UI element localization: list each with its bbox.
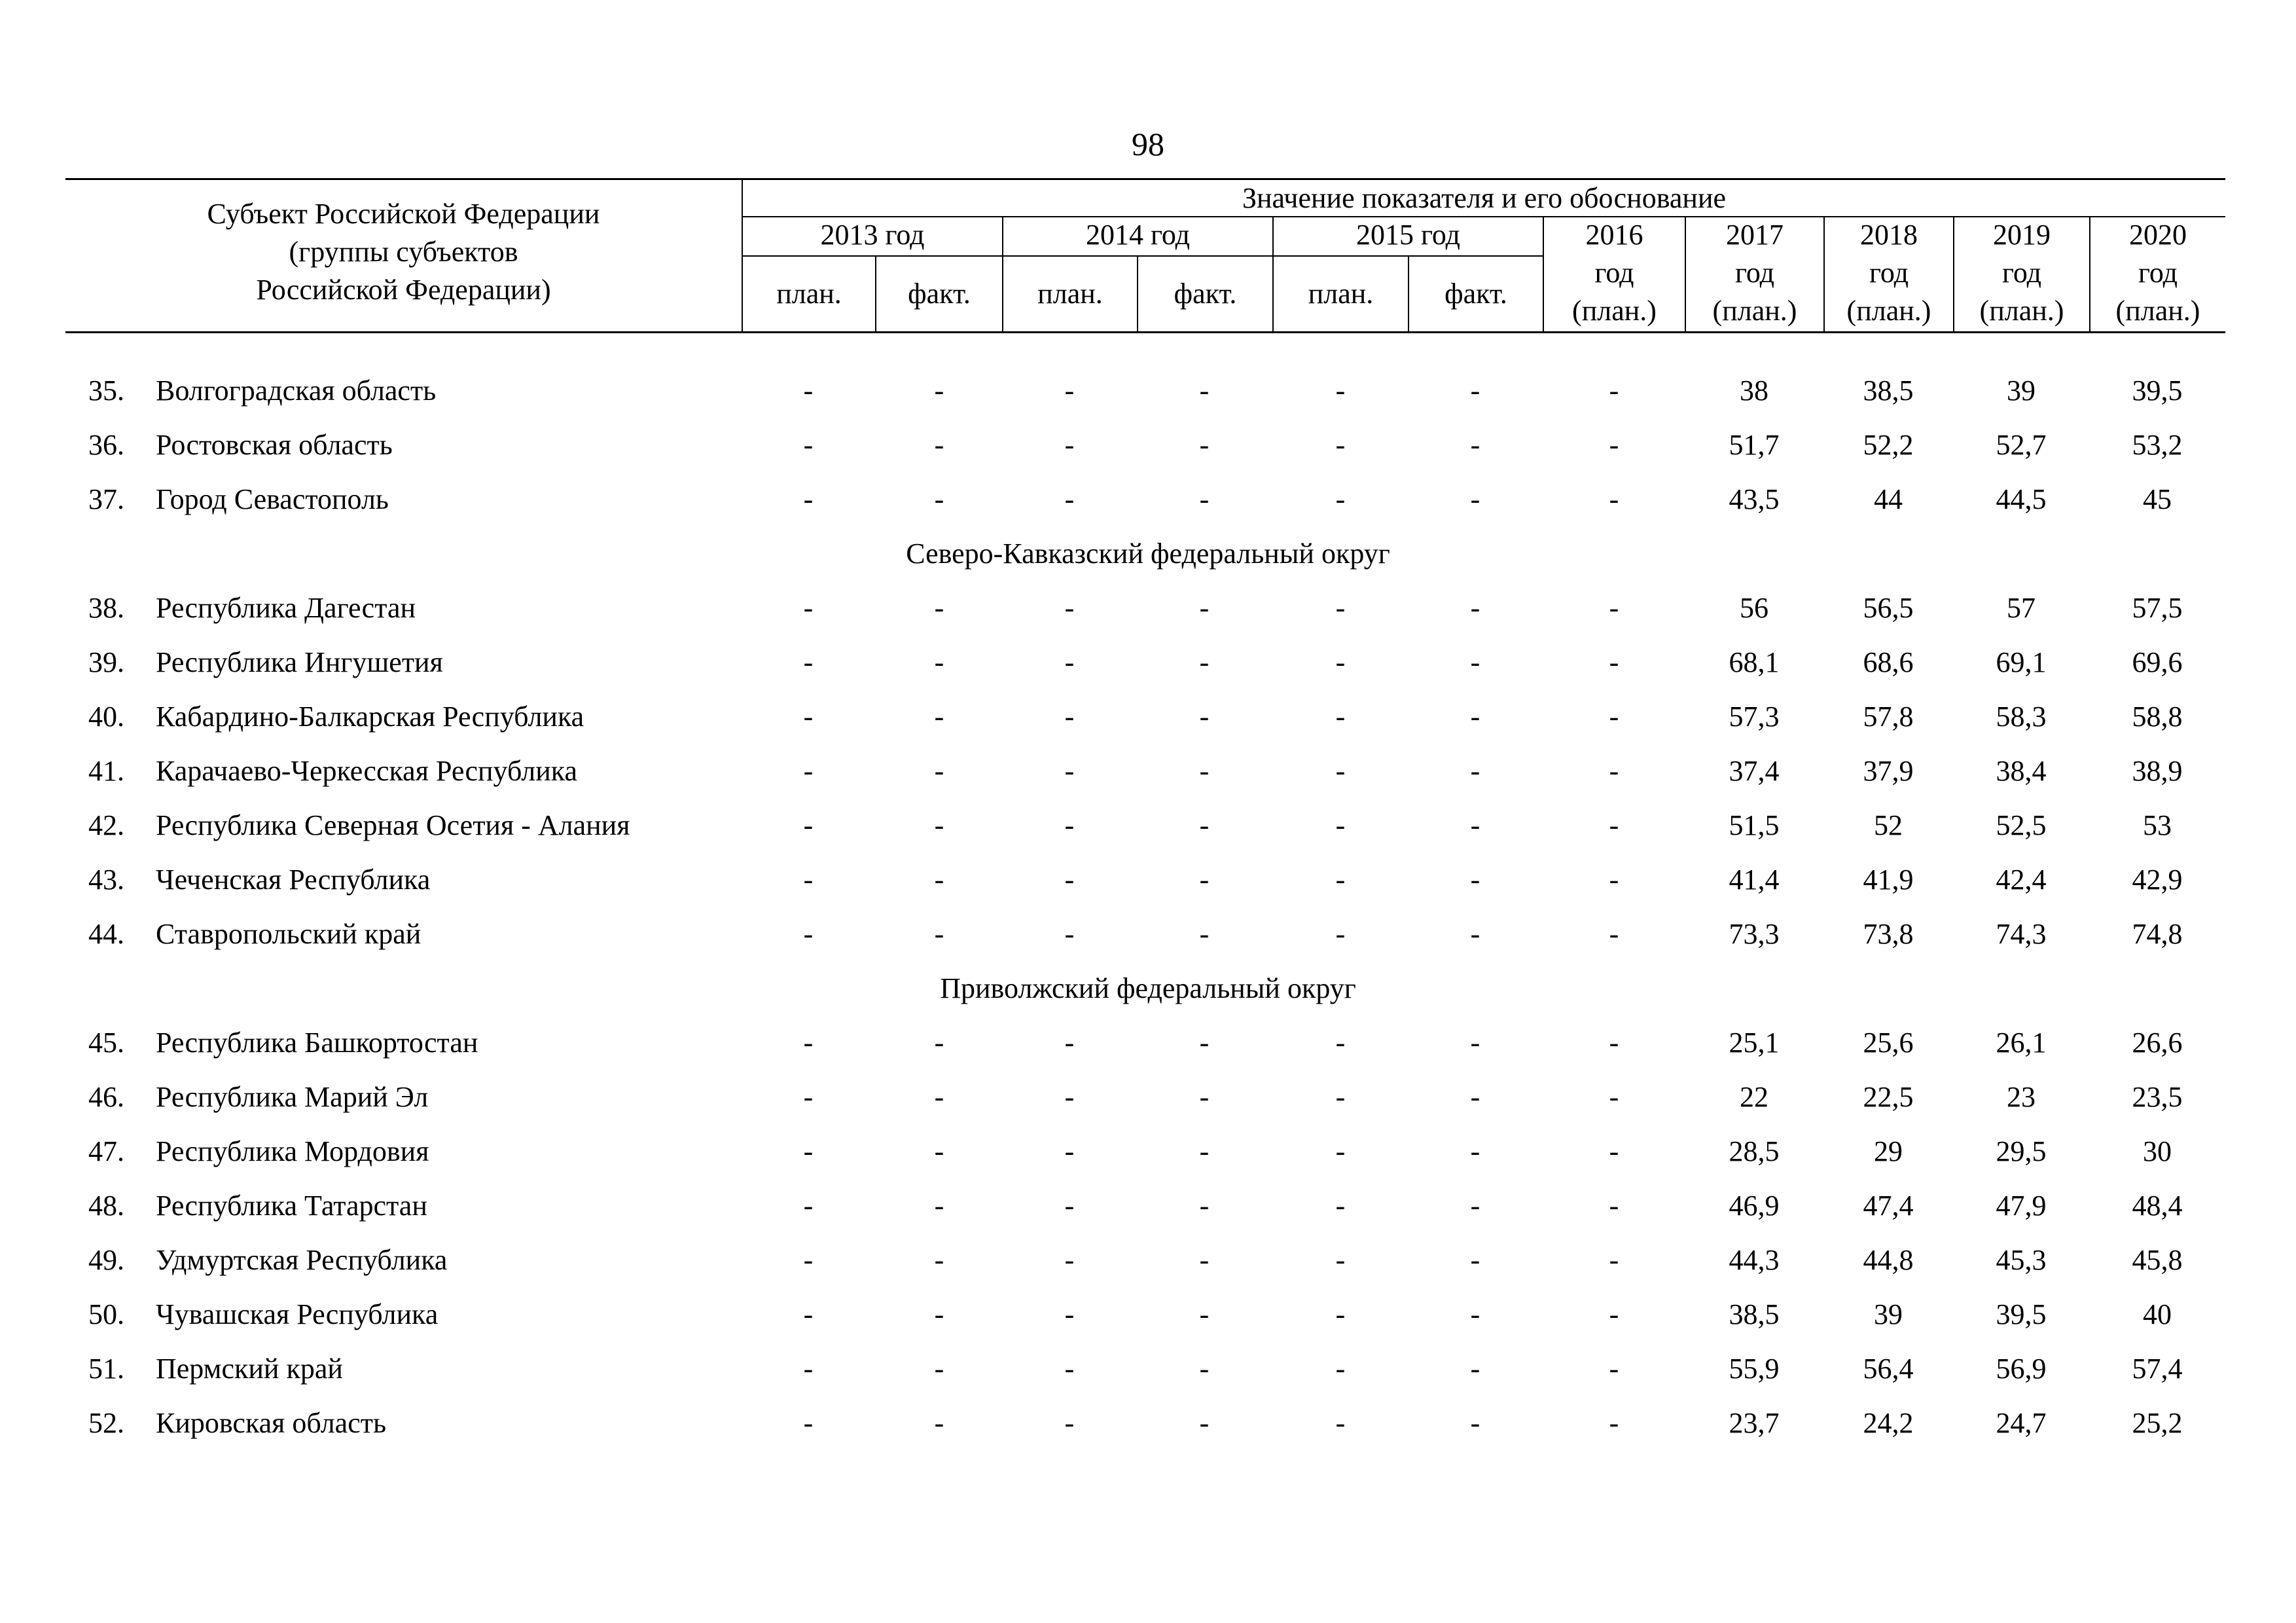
value-cell: 30 — [2143, 1135, 2172, 1167]
row-number: 35. — [88, 374, 124, 407]
section-heading: Северо-Кавказский федеральный округ — [906, 538, 1390, 570]
table-row — [0, 1341, 2296, 1396]
header-top-rule — [65, 178, 2225, 180]
value-cell: - — [1470, 809, 1480, 841]
value-cell: - — [1335, 1190, 1346, 1222]
value-cell: - — [934, 1135, 944, 1167]
subject-name: Кабардино-Балкарская Республика — [156, 701, 584, 733]
value-cell: 25,2 — [2132, 1407, 2183, 1439]
table-row — [0, 689, 2296, 744]
value-cell: - — [1609, 701, 1619, 733]
value-cell: 23,5 — [2132, 1081, 2183, 1113]
value-cell: 69,6 — [2132, 646, 2183, 678]
header-years-rule — [742, 216, 2225, 217]
table-row — [0, 472, 2296, 526]
value-cell: 56 — [1740, 592, 1768, 624]
value-cell: 44 — [1874, 483, 1903, 515]
value-cell: - — [803, 1407, 814, 1439]
value-cell: 38 — [1740, 374, 1768, 407]
value-cell: - — [803, 809, 814, 841]
table-row — [0, 798, 2296, 852]
table-row — [0, 363, 2296, 418]
year-2019-year: 2019 — [1993, 219, 2051, 251]
value-cell: 57,3 — [1729, 701, 1780, 733]
value-cell: - — [1199, 1407, 1210, 1439]
row-number: 45. — [88, 1027, 124, 1059]
value-cell: - — [1470, 483, 1480, 515]
value-cell: 23,7 — [1729, 1407, 1780, 1439]
value-cell: - — [1064, 755, 1075, 787]
value-cell: - — [1199, 1135, 1210, 1167]
value-cell: 29 — [1874, 1135, 1903, 1167]
value-cell: - — [1470, 1027, 1480, 1059]
value-cell: - — [1470, 1407, 1480, 1439]
value-cell: 25,1 — [1729, 1027, 1780, 1059]
subject-name: Ростовская область — [156, 429, 393, 461]
value-cell: - — [934, 918, 944, 950]
value-cell: - — [934, 646, 944, 678]
value-cell: - — [1335, 1298, 1346, 1330]
value-cell: 57,5 — [2132, 592, 2183, 624]
value-cell: - — [1470, 374, 1480, 407]
value-cell: 23 — [2007, 1081, 2036, 1113]
value-cell: 55,9 — [1729, 1353, 1780, 1385]
value-cell: 51,5 — [1729, 809, 1780, 841]
value-cell: - — [1335, 1081, 1346, 1113]
value-cell: - — [1609, 864, 1619, 896]
subject-header-line-1: Субъект Российской Федерации — [207, 198, 600, 230]
value-cell: - — [1199, 809, 1210, 841]
year-2016-kind: (план.) — [1572, 295, 1657, 327]
year-2019-kind: (план.) — [1979, 295, 2064, 327]
value-cell: - — [1064, 646, 1075, 678]
table-row — [0, 1287, 2296, 1341]
value-cell: - — [1064, 1027, 1075, 1059]
row-number: 38. — [88, 592, 124, 624]
value-cell: 58,3 — [1996, 701, 2047, 733]
value-cell: 68,1 — [1729, 646, 1780, 678]
value-cell: - — [1335, 1407, 1346, 1439]
value-cell: - — [934, 429, 944, 461]
value-cell: - — [1064, 1407, 1075, 1439]
value-cell: 37,4 — [1729, 755, 1780, 787]
year-2013-header: 2013 год — [820, 219, 925, 251]
value-cell: - — [1064, 374, 1075, 407]
value-cell: - — [934, 1081, 944, 1113]
value-cell: 38,5 — [1863, 374, 1914, 407]
value-cell: - — [1335, 809, 1346, 841]
value-cell: 39,5 — [2132, 374, 2183, 407]
plan-2013-header: план. — [776, 278, 842, 310]
year-2017-year: 2017 — [1726, 219, 1784, 251]
value-cell: - — [934, 809, 944, 841]
value-cell: 57,4 — [2132, 1353, 2183, 1385]
value-cell: 56,9 — [1996, 1353, 2047, 1385]
value-cell: - — [1064, 592, 1075, 624]
value-cell: - — [1335, 592, 1346, 624]
value-cell: - — [1064, 1353, 1075, 1385]
table-row — [0, 581, 2296, 635]
value-cell: 44,3 — [1729, 1244, 1780, 1276]
year-2017-kind: (план.) — [1712, 295, 1797, 327]
table-row — [0, 1015, 2296, 1070]
value-cell: - — [934, 1298, 944, 1330]
value-cell: - — [1064, 809, 1075, 841]
subject-name: Кировская область — [156, 1407, 387, 1439]
value-cell: - — [1470, 918, 1480, 950]
table-row — [0, 744, 2296, 798]
value-cell: 47,4 — [1863, 1190, 1914, 1222]
value-cell: - — [1199, 1298, 1210, 1330]
row-number: 43. — [88, 864, 124, 896]
row-number: 36. — [88, 429, 124, 461]
value-cell: - — [1064, 701, 1075, 733]
value-cell: - — [934, 1190, 944, 1222]
year-2016-year: 2016 — [1585, 219, 1643, 251]
value-cell: 52 — [1874, 809, 1903, 841]
value-cell: - — [1335, 374, 1346, 407]
value-cell: - — [803, 1353, 814, 1385]
value-cell: - — [1470, 1081, 1480, 1113]
row-number: 47. — [88, 1135, 124, 1167]
value-cell: - — [1470, 592, 1480, 624]
value-cell: - — [1609, 592, 1619, 624]
year-2014-header: 2014 год — [1085, 219, 1191, 251]
row-number: 49. — [88, 1244, 124, 1276]
value-cell: - — [803, 1027, 814, 1059]
plan-2015-header: план. — [1308, 278, 1374, 310]
value-cell: - — [1335, 701, 1346, 733]
subject-name: Пермский край — [156, 1353, 343, 1385]
table-row — [0, 1396, 2296, 1450]
value-cell: - — [1064, 483, 1075, 515]
value-cell: - — [803, 429, 814, 461]
value-cell: 52,2 — [1863, 429, 1914, 461]
value-cell: - — [934, 755, 944, 787]
value-cell: 68,6 — [1863, 646, 1914, 678]
value-cell: - — [934, 1353, 944, 1385]
value-cell: 42,4 — [1996, 864, 2047, 896]
year-2018-year: 2018 — [1860, 219, 1918, 251]
value-cell: 38,4 — [1996, 755, 2047, 787]
subject-name: Республика Марий Эл — [156, 1081, 429, 1113]
year-2020-kind: (план.) — [2115, 295, 2200, 327]
value-cell: 41,9 — [1863, 864, 1914, 896]
row-number: 40. — [88, 701, 124, 733]
value-cell: - — [803, 1298, 814, 1330]
table-row — [0, 1124, 2296, 1178]
value-cell: 51,7 — [1729, 429, 1780, 461]
value-cell: - — [1064, 1298, 1075, 1330]
value-cell: 42,9 — [2132, 864, 2183, 896]
value-cell: 24,7 — [1996, 1407, 2047, 1439]
value-cell: - — [1199, 755, 1210, 787]
value-cell: 38,9 — [2132, 755, 2183, 787]
value-cell: - — [803, 918, 814, 950]
value-cell: 74,8 — [2132, 918, 2183, 950]
value-cell: - — [1609, 1298, 1619, 1330]
plan-2014-header: план. — [1037, 278, 1103, 310]
value-cell: - — [1064, 1081, 1075, 1113]
value-cell: 69,1 — [1996, 646, 2047, 678]
value-cell: - — [1199, 429, 1210, 461]
value-cell: - — [1609, 918, 1619, 950]
value-cell: - — [1335, 646, 1346, 678]
value-cell: - — [1470, 1298, 1480, 1330]
value-cell: - — [803, 1081, 814, 1113]
value-cell: - — [803, 483, 814, 515]
value-cell: - — [1335, 1135, 1346, 1167]
header-subyears-rule — [742, 255, 1543, 257]
row-number: 52. — [88, 1407, 124, 1439]
value-cell: - — [1470, 1190, 1480, 1222]
value-cell: - — [1199, 864, 1210, 896]
value-cell: 37,9 — [1863, 755, 1914, 787]
value-cell: 52,5 — [1996, 809, 2047, 841]
table-row — [0, 418, 2296, 472]
value-cell: - — [934, 1244, 944, 1276]
value-cell: 38,5 — [1729, 1298, 1780, 1330]
value-cell: 39,5 — [1996, 1298, 2047, 1330]
value-cell: - — [1199, 918, 1210, 950]
header-bottom-rule — [65, 331, 2225, 333]
value-cell: 46,9 — [1729, 1190, 1780, 1222]
value-cell: 25,6 — [1863, 1027, 1914, 1059]
value-cell: - — [1064, 918, 1075, 950]
value-cell: 39 — [1874, 1298, 1903, 1330]
year-2019-word: год — [2001, 257, 2042, 289]
value-cell: 39 — [2007, 374, 2036, 407]
fact-2015-header: факт. — [1444, 278, 1507, 310]
subject-name: Республика Татарстан — [156, 1190, 427, 1222]
row-number: 51. — [88, 1353, 124, 1385]
value-cell: - — [1609, 755, 1619, 787]
value-cell: 45,3 — [1996, 1244, 2047, 1276]
subject-name: Карачаево-Черкесская Республика — [156, 755, 577, 787]
value-cell: - — [1199, 1190, 1210, 1222]
value-cell: 44,8 — [1863, 1244, 1914, 1276]
value-cell: - — [1470, 429, 1480, 461]
value-cell: - — [1199, 1027, 1210, 1059]
section-heading: Приволжский федеральный округ — [940, 972, 1356, 1004]
value-cell: - — [1199, 483, 1210, 515]
year-2020-word: год — [2138, 257, 2178, 289]
subject-name: Чеченская Республика — [156, 864, 431, 896]
value-cell: - — [803, 701, 814, 733]
table-row — [0, 635, 2296, 689]
value-cell: - — [1335, 918, 1346, 950]
year-2020-year: 2020 — [2129, 219, 2187, 251]
value-cell: 73,8 — [1863, 918, 1914, 950]
value-cell: - — [1470, 1353, 1480, 1385]
value-cell: - — [1335, 1244, 1346, 1276]
fact-2014-header: факт. — [1174, 278, 1237, 310]
value-cell: - — [1199, 1244, 1210, 1276]
subject-header-line-3: Российской Федерации) — [256, 274, 551, 306]
value-cell: 53,2 — [2132, 429, 2183, 461]
subject-name: Ставропольский край — [156, 918, 422, 950]
value-cell: - — [1470, 701, 1480, 733]
value-cell: - — [934, 864, 944, 896]
value-cell: - — [1199, 592, 1210, 624]
value-cell: - — [934, 483, 944, 515]
value-cell: 45 — [2143, 483, 2172, 515]
value-cell: - — [1609, 1027, 1619, 1059]
value-cell: 48,4 — [2132, 1190, 2183, 1222]
value-cell: - — [934, 701, 944, 733]
value-cell: - — [1335, 1027, 1346, 1059]
subject-name: Город Севастополь — [156, 483, 389, 515]
page-number: 98 — [1132, 126, 1164, 162]
table-body — [0, 363, 2296, 1450]
row-number: 41. — [88, 755, 124, 787]
subject-name: Удмуртская Республика — [156, 1244, 448, 1276]
value-cell: 40 — [2143, 1298, 2172, 1330]
value-cell: - — [1199, 646, 1210, 678]
value-cell: 56,5 — [1863, 592, 1914, 624]
value-cell: - — [1609, 1135, 1619, 1167]
value-cell: - — [803, 755, 814, 787]
value-cell: - — [1335, 429, 1346, 461]
year-2015-header: 2015 год — [1355, 219, 1461, 251]
value-cell: - — [1470, 864, 1480, 896]
value-cell: - — [803, 864, 814, 896]
value-cell: - — [803, 1244, 814, 1276]
row-number: 39. — [88, 646, 124, 678]
value-cell: 74,3 — [1996, 918, 2047, 950]
subject-header-line-2: (группы субъектов — [289, 236, 518, 268]
value-cell: - — [934, 592, 944, 624]
row-number: 46. — [88, 1081, 124, 1113]
value-cell: - — [1064, 864, 1075, 896]
value-cell: - — [1335, 1353, 1346, 1385]
value-cell: - — [1609, 374, 1619, 407]
subject-name: Республика Башкортостан — [156, 1027, 478, 1059]
subject-name: Чувашская Республика — [156, 1298, 439, 1330]
subject-name: Республика Дагестан — [156, 592, 416, 624]
value-cell: 73,3 — [1729, 918, 1780, 950]
value-cell: - — [1335, 864, 1346, 896]
subject-name: Волгоградская область — [156, 374, 437, 407]
value-cell: - — [803, 374, 814, 407]
year-2018-word: год — [1869, 257, 1909, 289]
value-cell: - — [1609, 1353, 1619, 1385]
value-cell: 52,7 — [1996, 429, 2047, 461]
row-number: 42. — [88, 809, 124, 841]
value-cell: - — [1470, 646, 1480, 678]
value-cell: 58,8 — [2132, 701, 2183, 733]
value-cell: - — [1199, 1353, 1210, 1385]
fact-2013-header: факт. — [908, 278, 971, 310]
row-number: 48. — [88, 1190, 124, 1222]
value-cell: - — [1609, 429, 1619, 461]
value-cell: - — [1064, 1135, 1075, 1167]
value-cell: - — [803, 592, 814, 624]
value-cell: - — [803, 1135, 814, 1167]
value-cell: - — [1064, 1244, 1075, 1276]
year-2017-word: год — [1734, 257, 1775, 289]
value-cell: - — [1199, 701, 1210, 733]
value-cell: 57 — [2007, 592, 2036, 624]
value-cell: 45,8 — [2132, 1244, 2183, 1276]
subject-name: Республика Ингушетия — [156, 646, 443, 678]
value-cell: 47,9 — [1996, 1190, 2047, 1222]
table-row — [0, 1070, 2296, 1124]
value-cell: 28,5 — [1729, 1135, 1780, 1167]
row-number: 37. — [88, 483, 124, 515]
value-cell: - — [1609, 1190, 1619, 1222]
value-cell: 44,5 — [1996, 483, 2047, 515]
value-cell: 22 — [1740, 1081, 1768, 1113]
value-cell: - — [1470, 755, 1480, 787]
value-cell: 24,2 — [1863, 1407, 1914, 1439]
value-cell: - — [1335, 483, 1346, 515]
value-cell: - — [1199, 1081, 1210, 1113]
value-cell: - — [1609, 1081, 1619, 1113]
value-cell: - — [934, 1027, 944, 1059]
value-cell: 26,6 — [2132, 1027, 2183, 1059]
value-cell: - — [1609, 1244, 1619, 1276]
subject-name: Республика Мордовия — [156, 1135, 429, 1167]
table-row — [0, 907, 2296, 961]
value-cell: - — [1609, 1407, 1619, 1439]
value-cell: 22,5 — [1863, 1081, 1914, 1113]
year-2016-word: год — [1594, 257, 1634, 289]
value-cell: 43,5 — [1729, 483, 1780, 515]
row-number: 44. — [88, 918, 124, 950]
value-cell: - — [1199, 374, 1210, 407]
table-row — [0, 1233, 2296, 1287]
value-cell: - — [1335, 755, 1346, 787]
subject-name: Республика Северная Осетия - Алания — [156, 809, 630, 841]
table-row — [0, 1178, 2296, 1233]
value-cell: - — [1609, 809, 1619, 841]
row-number: 50. — [88, 1298, 124, 1330]
value-cell: - — [803, 1190, 814, 1222]
value-cell: - — [1064, 1190, 1075, 1222]
value-title: Значение показателя и его обоснование — [1242, 182, 1727, 214]
value-cell: 56,4 — [1863, 1353, 1914, 1385]
value-cell: - — [1470, 1135, 1480, 1167]
value-cell: - — [934, 374, 944, 407]
value-cell: 41,4 — [1729, 864, 1780, 896]
value-cell: 53 — [2143, 809, 2172, 841]
year-2018-kind: (план.) — [1846, 295, 1931, 327]
value-cell: - — [934, 1407, 944, 1439]
value-cell: - — [1064, 429, 1075, 461]
value-cell: - — [803, 646, 814, 678]
value-cell: 29,5 — [1996, 1135, 2047, 1167]
value-cell: - — [1470, 1244, 1480, 1276]
value-cell: - — [1609, 646, 1619, 678]
table-row — [0, 852, 2296, 907]
value-cell: - — [1609, 483, 1619, 515]
value-cell: 26,1 — [1996, 1027, 2047, 1059]
value-cell: 57,8 — [1863, 701, 1914, 733]
